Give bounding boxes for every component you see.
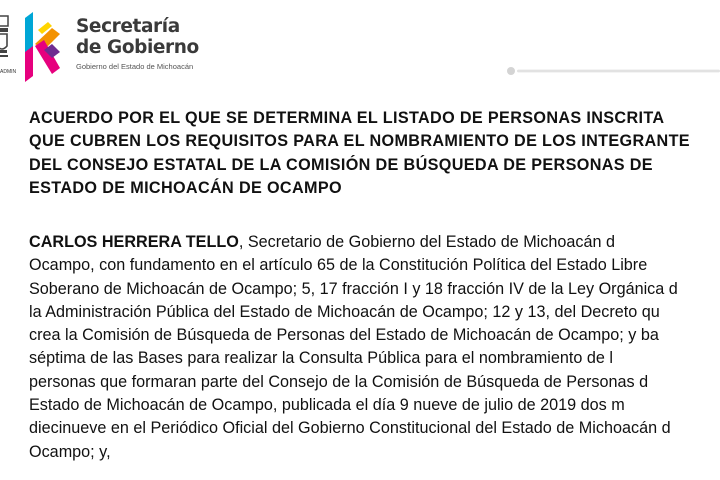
body-line: crea la Comisión de Búsqueda de Personas del Estado de Michoacán de Ocampo; y ba [29,326,659,345]
body-line: séptima de las Bases para realizar la Consulta Pública para el nombramiento de l [29,349,613,368]
title-line: ESTADO DE MICHOACÁN DE OCAMPO [29,178,342,197]
title-line: DEL CONSEJO ESTATAL DE LA COMISIÓN DE BÚSQUEDA DE PERSONAS DE [29,155,653,174]
body-line: la Administración Pública del Estado de Michoacán de Ocampo; 12 y 13, del Decreto qu [29,302,660,321]
header-divider [505,66,720,76]
brand-line-1: Secretaría [76,16,180,37]
brand-name [76,16,199,58]
secretaria-logo-icon [22,8,62,84]
seal-caption: ADMIN [0,69,17,75]
body-paragraph [29,231,720,464]
body-line: Ocampo, con fundamento en el artículo 65 de la Constitución Política del Estado Libre [29,256,648,275]
body-first-line [29,231,720,254]
title-line: ACUERDO POR EL QUE SE DETERMINA EL LISTADO DE PERSONAS INSCRITA [29,109,665,127]
title-line: QUE CUBREN LOS REQUISITOS PARA EL NOMBRAMIENTO DE LOS INTEGRANTE [29,132,690,151]
brand-subtitle: Gobierno del Estado de Michoacán [76,62,194,71]
body-line: personas que formaran parte del Consejo de la Comisión de Búsqueda de Personas d [29,372,649,391]
state-seal-icon [0,14,10,60]
document-title [29,107,720,200]
body-line: Soberano de Michoacán de Ocampo; 5, 17 fracción I y 18 fracción IV de la Ley Orgánica d [29,279,678,298]
body-line: , Secretario de Gobierno del Estado de Michoacán d [238,233,615,251]
body-line: Estado de Michoacán de Ocampo, publicada el día 9 nueve de julio de 2019 dos m [29,396,625,415]
brand-line-2: de Gobierno [76,37,199,58]
body-line: diecinueve en el Periódico Oficial del Gobierno Constitucional del Estado de Michoacán d [29,419,671,438]
body-line: Ocampo; y, [29,442,111,461]
signatory-name: CARLOS HERRERA TELLO [29,233,239,251]
